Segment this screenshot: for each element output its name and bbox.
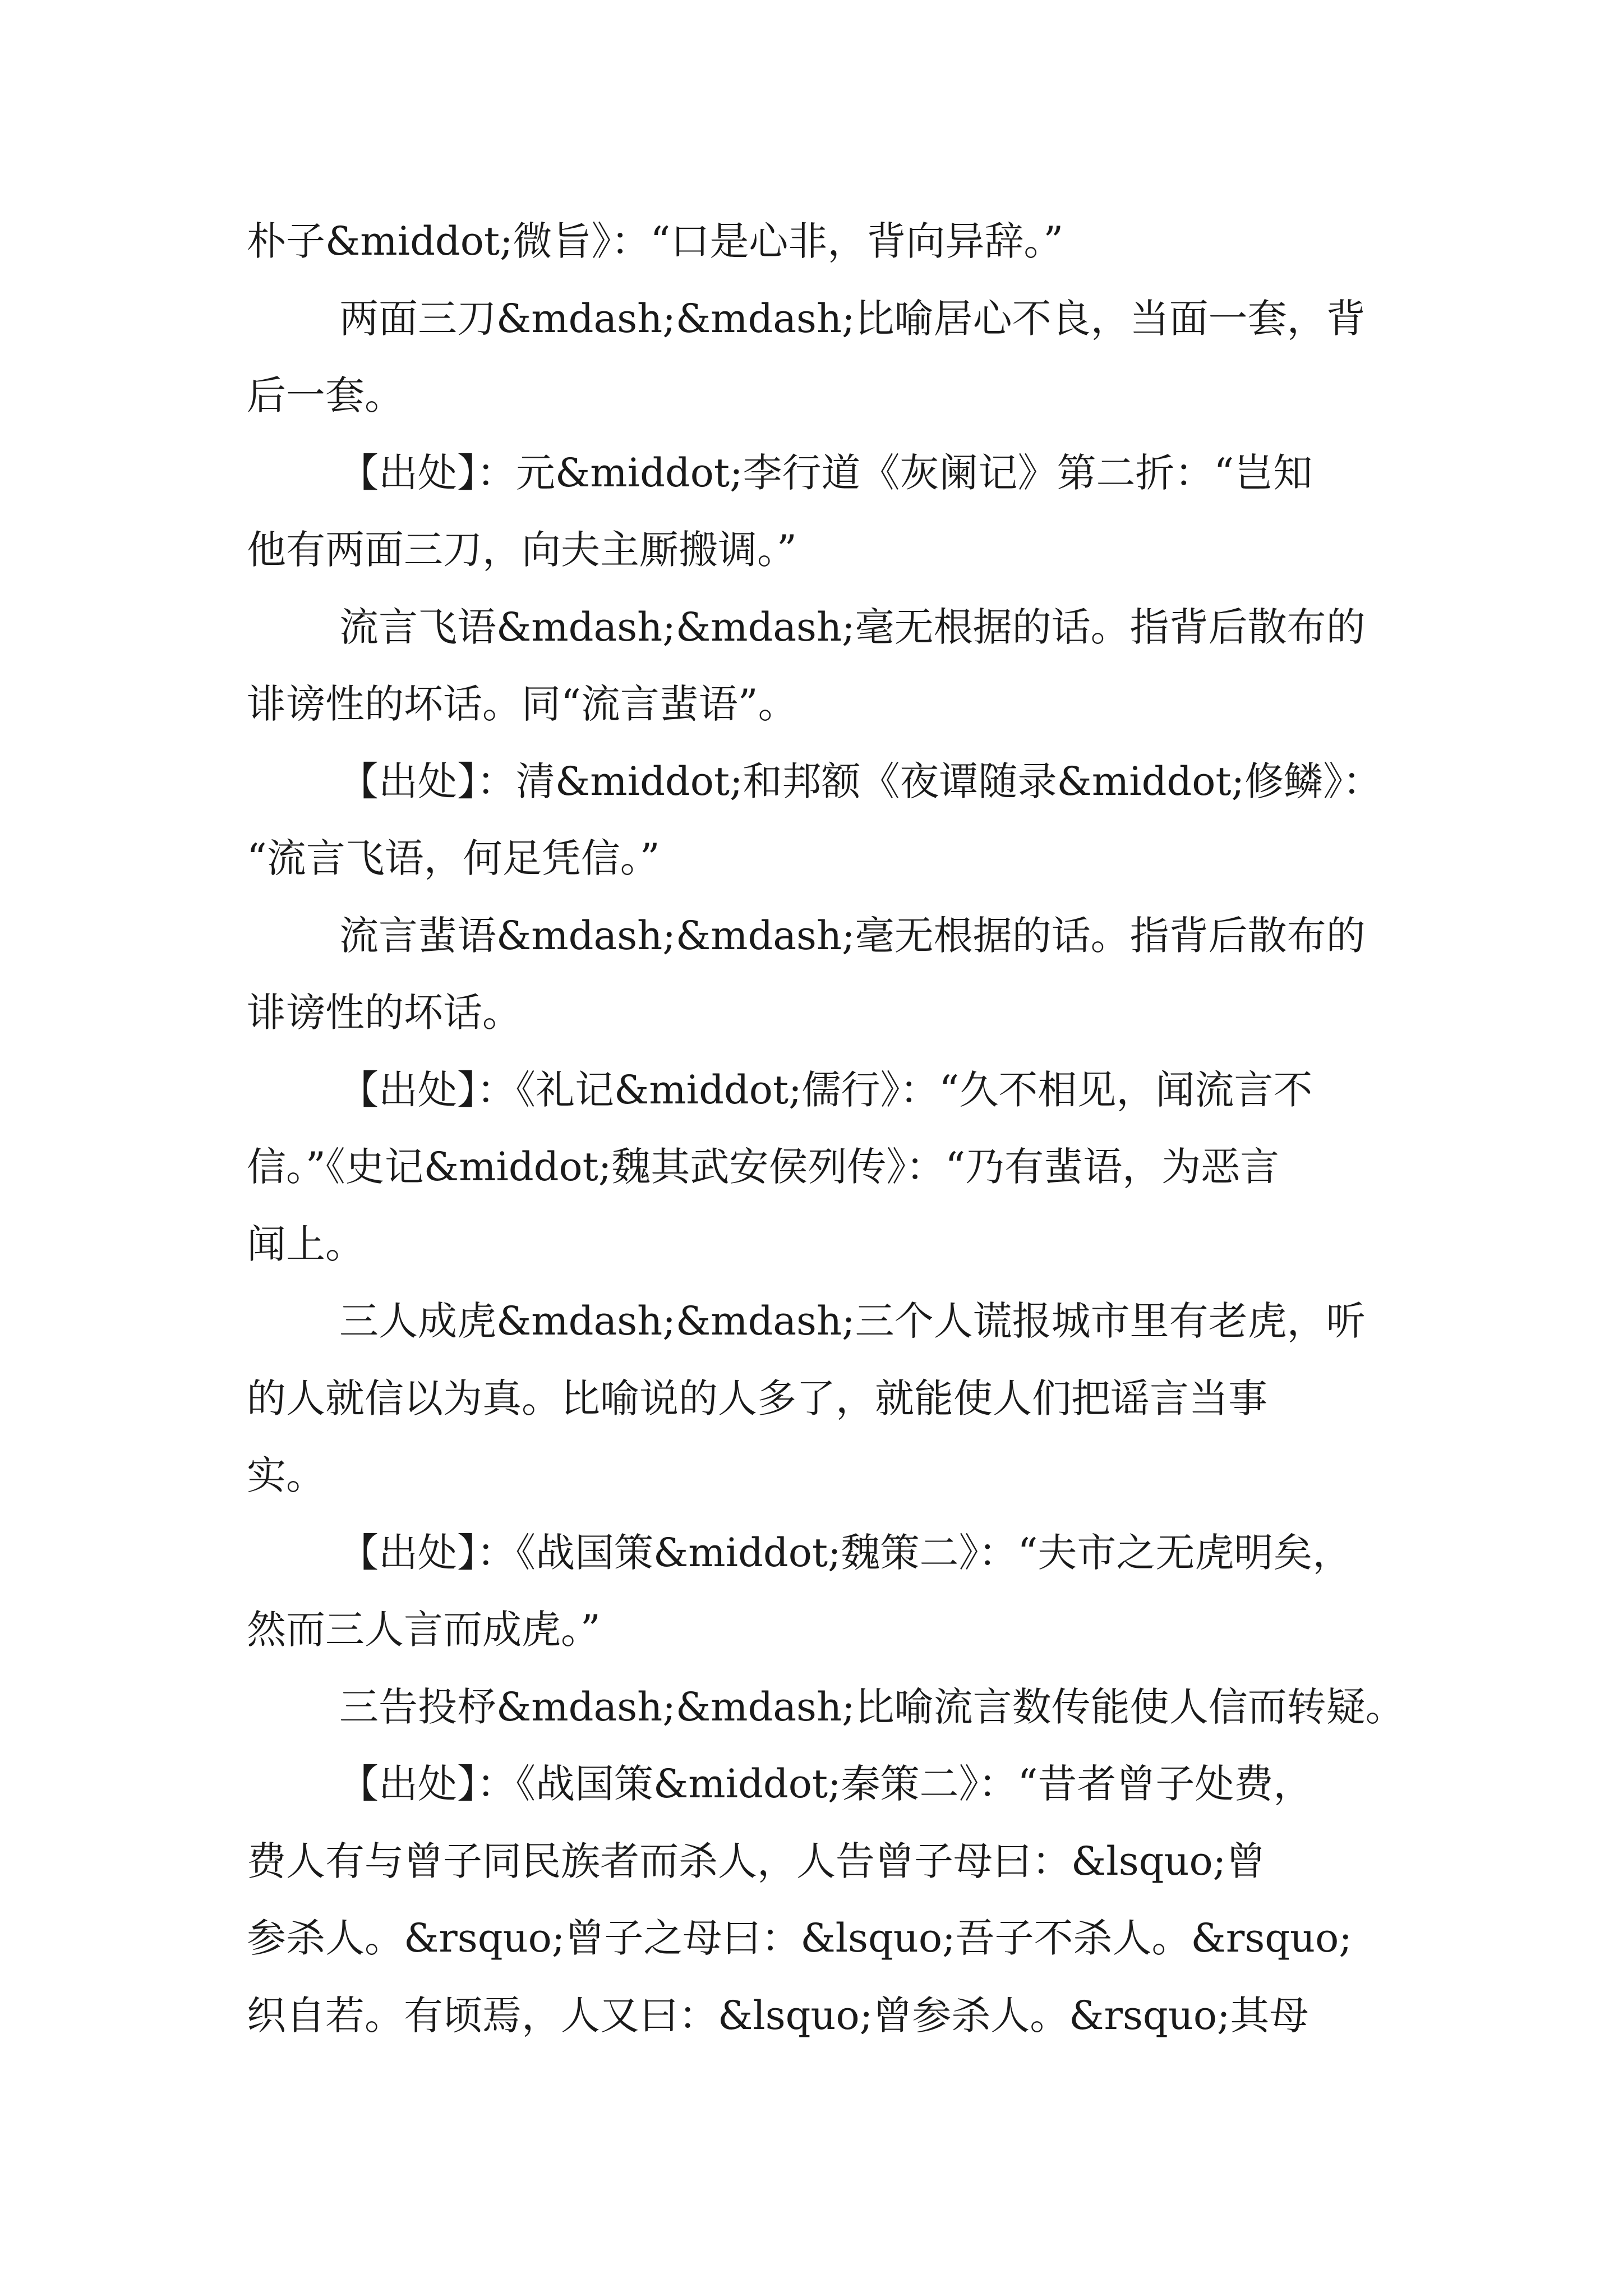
text-line: 后一套。 xyxy=(247,372,404,418)
text-line: 他有两面三刀，向夫主厮搬调。” xyxy=(247,527,797,573)
text-line: 朴子&middot;微旨》：“口是心非，背向异辞。” xyxy=(247,218,1064,264)
text-line: 流言蜚语&mdash;&mdash;毫无根据的话。指背后散布的 xyxy=(339,913,1366,959)
text-line: 参杀人。&rsquo;曾子之母曰：&lsquo;吾子不杀人。&rsquo; xyxy=(247,1915,1352,1961)
text-line: 【出处】：清&middot;和邦额《夜谭随录&middot;修鳞》： xyxy=(339,758,1382,804)
text-line: 闻上。 xyxy=(247,1221,365,1267)
text-line: 两面三刀&mdash;&mdash;比喻居心不良，当面一套，背 xyxy=(339,296,1366,342)
text-line: 的人就信以为真。比喻说的人多了，就能使人们把谣言当事 xyxy=(247,1375,1267,1421)
text-line: 三告投杼&mdash;&mdash;比喻流言数传能使人信而转疑。 xyxy=(339,1684,1405,1730)
text-line: 【出处】：元&middot;李行道《灰阑记》第二折：“岂知 xyxy=(339,450,1313,496)
text-line: 【出处】：《战国策&middot;魏策二》：“夫市之无虎明矣， xyxy=(339,1530,1352,1576)
text-line: 三人成虎&mdash;&mdash;三个人谎报城市里有老虎，听 xyxy=(339,1298,1366,1344)
text-line: 实。 xyxy=(247,1452,325,1498)
text-line: 【出处】：《战国策&middot;秦策二》：“昔者曾子处费， xyxy=(339,1761,1313,1807)
text-line: 诽谤性的坏话。同“流言蜚语”。 xyxy=(247,681,797,727)
text-line: 流言飞语&mdash;&mdash;毫无根据的话。指背后散布的 xyxy=(339,604,1366,650)
text-line: 诽谤性的坏话。 xyxy=(247,990,522,1036)
text-line: 织自若。有顷焉，人又曰：&lsquo;曾参杀人。&rsquo;其母 xyxy=(247,1993,1309,2039)
text-line: 信。”《史记&middot;魏其武安侯列传》：“乃有蜚语，为恶言 xyxy=(247,1144,1280,1190)
text-line: 然而三人言而成虎。” xyxy=(247,1607,601,1653)
text-line: 【出处】：《礼记&middot;儒行》：“久不相见，闻流言不 xyxy=(339,1067,1313,1113)
text-line: 费人有与曾子同民族者而杀人，人告曾子母曰：&lsquo;曾 xyxy=(247,1838,1266,1884)
text-line: “流言飞语，何足凭信。” xyxy=(247,835,660,881)
